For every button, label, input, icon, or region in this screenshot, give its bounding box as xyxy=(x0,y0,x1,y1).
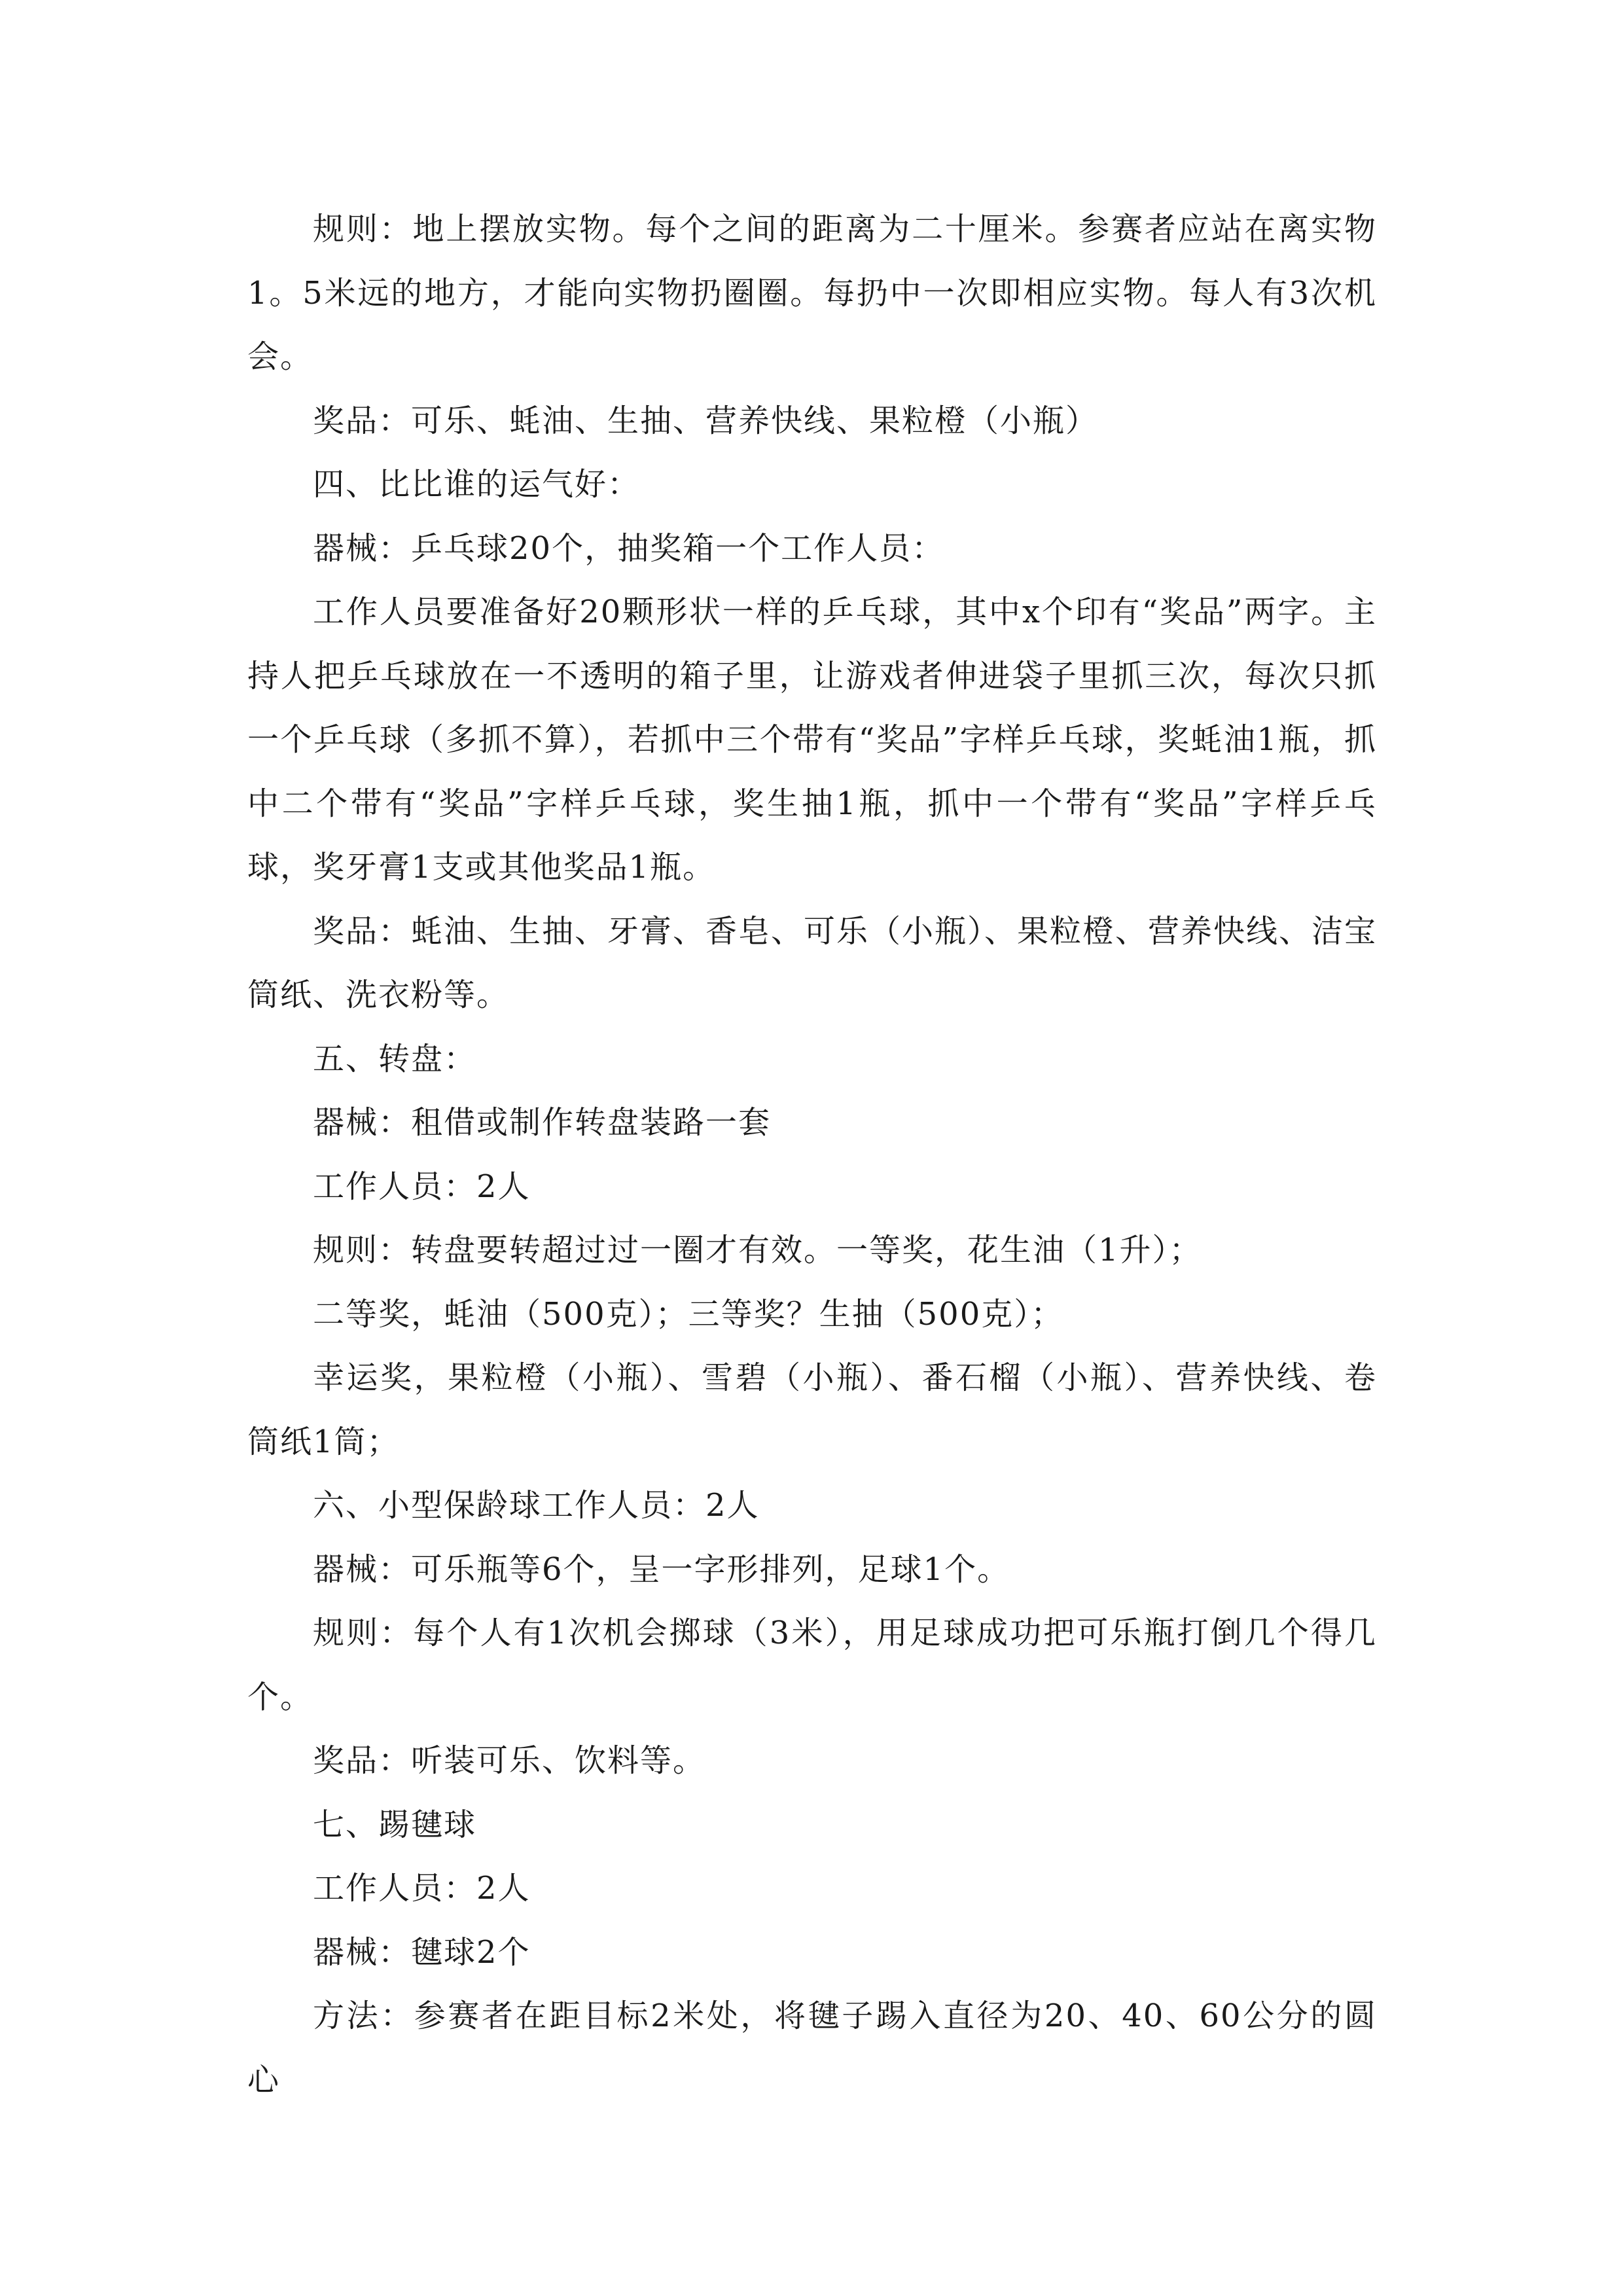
paragraph-method-shuttlecock: 方法：参赛者在距目标2米处，将毽子踢入直径为20、40、60公分的圆心 xyxy=(247,1998,1377,2098)
section-heading-bowling: 六、小型保龄球工作人员：2人 xyxy=(313,1487,760,1524)
paragraph-rules-wheel: 规则：转盘要转超过过一圈才有效。一等奖，花生油（1升）； xyxy=(313,1232,1202,1268)
section-heading-shuttlecock: 七、踢毽球 xyxy=(313,1806,477,1843)
paragraph-rules-bowling: 规则：每个人有1次机会掷球（3米），用足球成功把可乐瓶打倒几个得几个。 xyxy=(247,1615,1377,1715)
paragraph-prizes-bowling: 奖品：听装可乐、饮料等。 xyxy=(313,1742,706,1779)
paragraph-prizes-ring-toss: 奖品：可乐、蚝油、生抽、营养快线、果粒橙（小瓶） xyxy=(313,402,1099,439)
paragraph-prizes-luck: 奖品：蚝油、生抽、牙膏、香皂、可乐（小瓶）、果粒橙、营养快线、洁宝筒纸、洗衣粉等。 xyxy=(247,912,1378,1013)
section-heading-wheel: 五、转盘： xyxy=(313,1040,477,1077)
paragraph-prizes-lucky: 幸运奖，果粒橙（小瓶）、雪碧（小瓶）、番石榴（小瓶）、营养快线、卷筒纸1筒； xyxy=(247,1359,1377,1460)
section-heading-luck: 四、比比谁的运气好： xyxy=(313,466,641,503)
paragraph-staff-shuttlecock: 工作人员：2人 xyxy=(313,1870,531,1907)
paragraph-staff-wheel: 工作人员：2人 xyxy=(313,1168,531,1205)
paragraph-prizes-second-third: 二等奖，蚝油（500克）；三等奖？生抽（500克）； xyxy=(313,1295,1064,1333)
paragraph-equipment-bowling: 器械：可乐瓶等6个，呈一字形排列，足球1个。 xyxy=(313,1551,1010,1588)
paragraph-equipment-luck: 器械：乒乓球20个，抽奖箱一个工作人员： xyxy=(313,529,945,567)
document-body xyxy=(247,198,1377,2112)
paragraph-equipment-wheel: 器械：租借或制作转盘装路一套 xyxy=(313,1104,772,1141)
paragraph-equipment-shuttlecock: 器械：毽球2个 xyxy=(313,1933,531,1971)
paragraph-rules-ring-toss: 规则：地上摆放实物。每个之间的距离为二十厘米。参赛者应站在离实物1。5米远的地方，才能向实物扔圈圈。每扔中一次即相应实物。每人有3次机会。 xyxy=(247,211,1377,375)
paragraph-description-luck: 工作人员要准备好20颗形状一样的乒乓球，其中x个印有“奖品”两字。主持人把乒乓球放在一不透明的箱子里，让游戏者伸进袋子里抓三次，每次只抓一个乒乓球（多抓不算），若抓中三个带有“奖品”字样乒乓球，奖蚝油1瓶，抓中二个带有“奖品”字样乒乓球，奖生抽1瓶，抓中一个带有“奖品”字样乒乓球，奖牙膏1支或其他奖品1瓶。 xyxy=(247,594,1377,886)
